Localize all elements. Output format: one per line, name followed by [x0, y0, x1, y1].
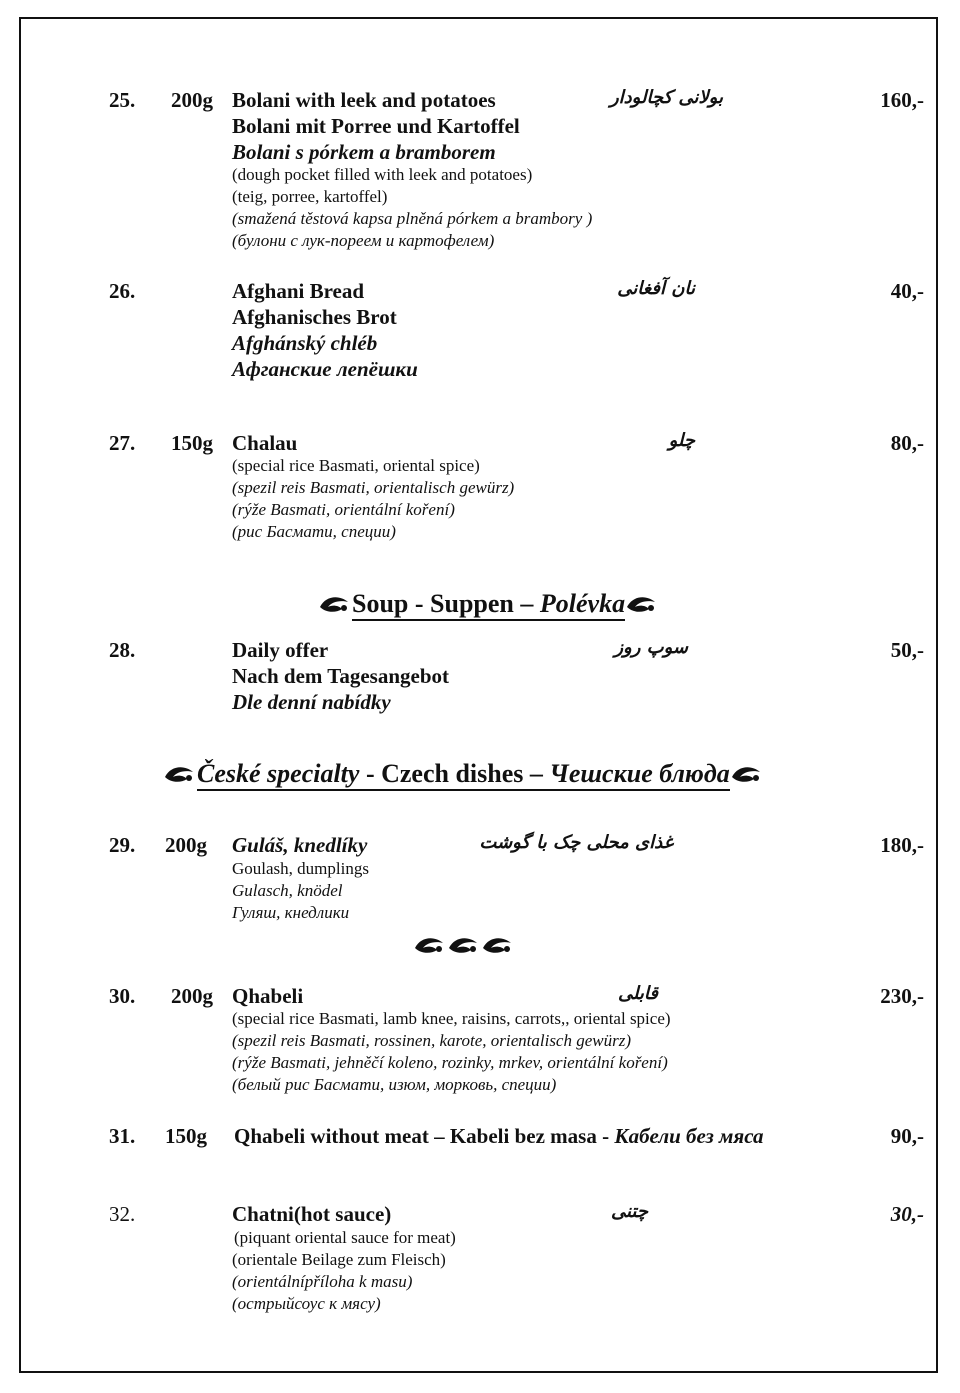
soup-heading-czech: Polévka: [539, 589, 626, 618]
item-30-desc-ru: (белый рис Басмати, изюм, морковь, специи): [232, 1075, 557, 1094]
item-25-weight: 200g: [171, 88, 213, 112]
item-32-desc-en: (piquant oriental sauce for meat): [234, 1228, 456, 1247]
fleuron-icon: [481, 934, 515, 956]
item-31-name-en: Qhabeli without meat – Kabeli bez masa -: [234, 1124, 615, 1148]
item-32-price: 30,-: [890, 1202, 924, 1226]
ornament-divider: [413, 934, 515, 958]
item-30-desc-de: (spezil reis Basmati, rossinen, karote, orientalisch gewürz): [232, 1031, 632, 1050]
item-30-name: Qhabeli: [232, 984, 304, 1008]
item-25-name: Bolani with leek and potatoes: [232, 88, 496, 112]
item-26-name: Afghani Bread: [232, 279, 365, 303]
czech-heading-ru: Чешские блюда: [549, 759, 730, 788]
item-25-desc-de: (teig, porree, kartoffel): [232, 187, 388, 206]
item-26-line-cz: Afghánský chléb: [232, 331, 378, 355]
item-29-desc-en: Goulash, dumplings: [232, 859, 369, 878]
item-25-farsi: بولانی کچالودار: [609, 87, 723, 108]
item-25-line-de: Bolani mit Porree und Kartoffel: [232, 114, 520, 138]
item-29-desc-ru: Гуляш, кнедлики: [232, 903, 350, 922]
item-30-number: 30.: [109, 984, 136, 1008]
item-29-name: Guláš, knedlíky: [232, 833, 368, 857]
item-30-farsi: قابلی: [617, 983, 658, 1004]
item-25-desc-ru: (булони с лук-пореем и картофелем): [232, 231, 495, 250]
item-27-desc-de: (spezil reis Basmati, orientalisch gewürz): [232, 478, 515, 497]
item-30-price: 230,-: [880, 984, 924, 1008]
item-25-price: 160,-: [880, 88, 924, 112]
item-26-number: 26.: [109, 279, 136, 303]
fleuron-icon: [447, 934, 481, 956]
item-25-desc-en: (dough pocket filled with leek and potatoes): [232, 165, 533, 184]
item-29-farsi: غذای محلی چک با گوشت: [479, 832, 673, 853]
czech-heading-en: - Czech dishes –: [359, 759, 550, 788]
item-25-number: 25.: [109, 88, 136, 112]
item-30-desc-en: (special rice Basmati, lamb knee, raisins, carrots,, oriental spice): [232, 1009, 671, 1028]
item-25-desc-cz: (smažená těstová kapsa plněná pórkem a brambory ): [232, 209, 593, 228]
czech-heading-cz: České specialty: [197, 759, 360, 788]
item-27-price: 80,-: [890, 431, 924, 455]
soup-section-heading: [318, 589, 659, 619]
item-32-desc-cz: (orientálnípříloha k masu): [232, 1272, 413, 1291]
item-25-line-cz: Bolani s pórkem a bramborem: [232, 140, 496, 164]
item-31-number: 31.: [109, 1124, 136, 1148]
item-32-farsi: چتنی: [611, 1201, 648, 1222]
fleuron-icon: [318, 593, 352, 615]
item-26-line-ru: Афганские лепёшки: [232, 357, 418, 381]
item-29-number: 29.: [109, 833, 136, 857]
item-29-weight: 200g: [165, 833, 207, 857]
item-28-number: 28.: [109, 638, 136, 662]
item-27-name: Chalau: [232, 431, 298, 455]
czech-section-heading: [163, 759, 764, 789]
item-32-number: 32.: [109, 1202, 136, 1226]
item-30-weight: 200g: [171, 984, 213, 1008]
item-32-desc-ru: (острыйсоус к мясу): [232, 1294, 381, 1313]
item-32-name: Chatni(hot sauce): [232, 1202, 392, 1226]
item-28-line-de: Nach dem Tagesangebot: [232, 664, 450, 688]
item-27-weight: 150g: [171, 431, 213, 455]
item-30-desc-cz: (rýže Basmati, jehněčí koleno, rozinky, mrkev, orientální koření): [232, 1053, 668, 1072]
fleuron-icon: [625, 593, 659, 615]
item-26-line-de: Afghanisches Brot: [232, 305, 397, 329]
item-31-name: [234, 1124, 764, 1149]
fleuron-icon: [413, 934, 447, 956]
item-27-farsi: چلو: [668, 430, 695, 451]
item-28-name: Daily offer: [232, 638, 329, 662]
item-27-desc-ru: (рис Басмати, специи): [232, 522, 396, 541]
fleuron-icon: [163, 763, 197, 785]
item-29-price: 180,-: [880, 833, 924, 857]
item-31-price: 90,-: [890, 1124, 924, 1148]
item-31-weight: 150g: [165, 1124, 207, 1148]
item-31-name-ru: Кабели без мяса: [614, 1124, 764, 1148]
item-28-price: 50,-: [890, 638, 924, 662]
item-27-desc-en: (special rice Basmati, oriental spice): [232, 456, 480, 475]
item-27-number: 27.: [109, 431, 136, 455]
item-26-farsi: نان آفغانی: [617, 278, 695, 299]
item-27-desc-cz: (rýže Basmati, orientální koření): [232, 500, 455, 519]
item-32-desc-de: (orientale Beilage zum Fleisch): [232, 1250, 446, 1269]
item-26-price: 40,-: [890, 279, 924, 303]
fleuron-icon: [730, 763, 764, 785]
item-28-line-cz: Dle denní nabídky: [232, 690, 391, 714]
soup-heading-text: Soup - Suppen –: [352, 589, 540, 618]
item-28-farsi: سوپ روز: [614, 637, 688, 658]
item-29-desc-de: Gulasch, knödel: [232, 881, 343, 900]
